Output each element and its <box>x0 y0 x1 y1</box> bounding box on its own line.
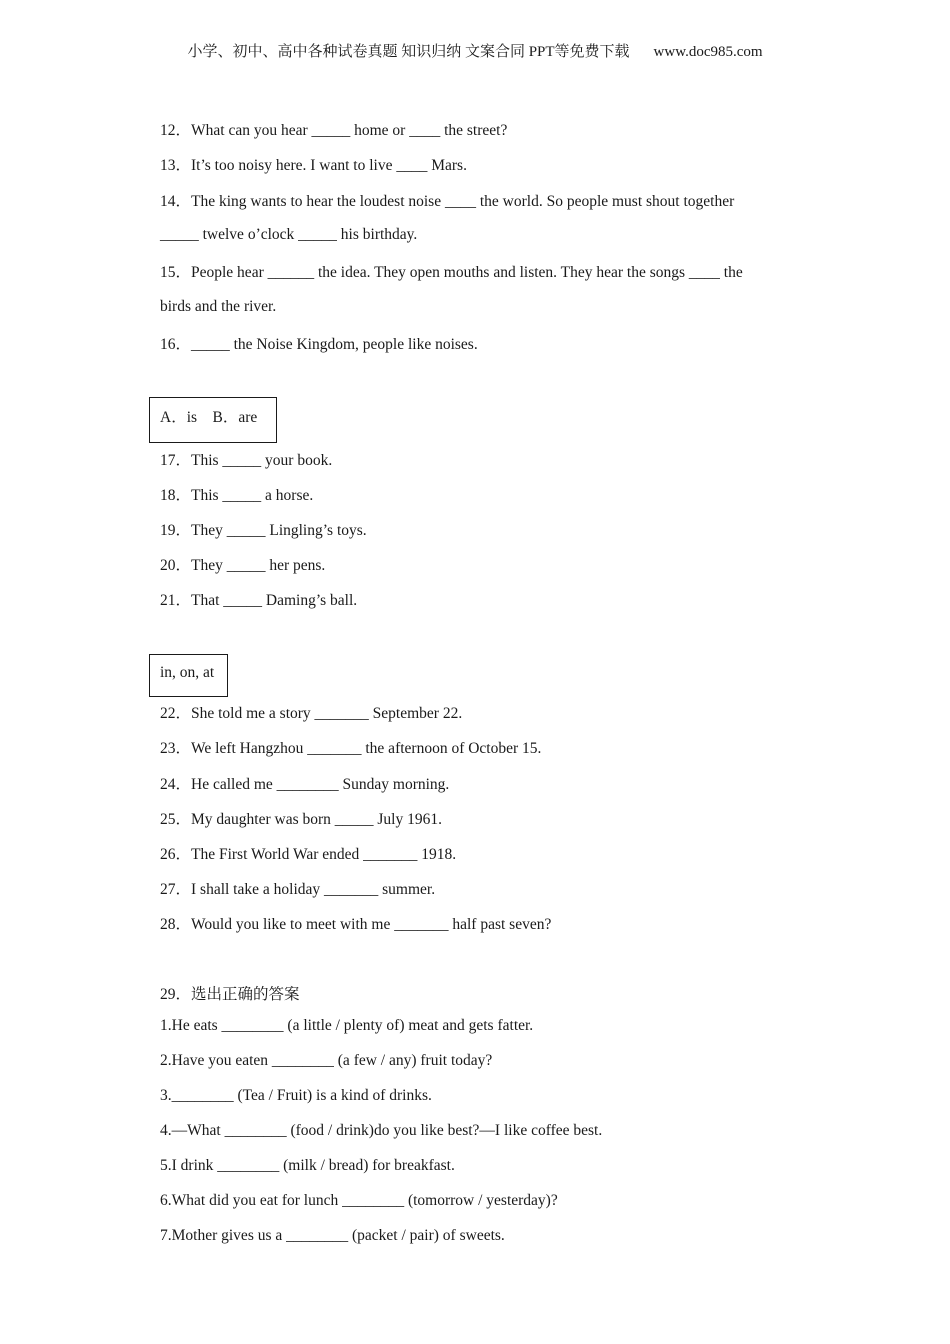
question-29-item-6: 6.What did you eat for lunch ________ (tomorrow / yesterday)? <box>160 1192 558 1209</box>
options-box-prepositions <box>149 654 228 697</box>
question-27: 27．I shall take a holiday _______ summer. <box>160 881 436 898</box>
question-16: 16．_____ the Noise Kingdom, people like noises. <box>160 336 478 353</box>
question-18: 18．This _____ a horse. <box>160 487 314 504</box>
options-prepositions-text: in, on, at <box>160 664 215 681</box>
question-20: 20．They _____ her pens. <box>160 557 326 574</box>
question-24: 24．He called me ________ Sunday morning. <box>160 776 450 793</box>
question-28: 28．Would you like to meet with me _______ half past seven? <box>160 916 552 933</box>
question-22: 22．She told me a story _______ September 22. <box>160 705 463 722</box>
question-13: 13．It’s too noisy here. I want to live ____ Mars. <box>160 157 467 174</box>
question-25: 25．My daughter was born _____ July 1961. <box>160 811 442 828</box>
options-box-is-are <box>149 397 277 443</box>
question-12: 12．What can you hear _____ home or ____ the street? <box>160 122 508 139</box>
question-29-item-7: 7.Mother gives us a ________ (packet / pair) of sweets. <box>160 1227 505 1244</box>
question-29-title: 29．选出正确的答案 <box>160 986 300 1003</box>
question-23: 23．We left Hangzhou _______ the afternoon of October 15. <box>160 740 542 757</box>
options-is-are-text: A．is B．are <box>160 409 258 426</box>
question-21: 21．That _____ Daming’s ball. <box>160 592 358 609</box>
question-29-item-4: 4.—What ________ (food / drink)do you like best?—I like coffee best. <box>160 1122 603 1139</box>
question-29-item-2: 2.Have you eaten ________ (a few / any) fruit today? <box>160 1052 493 1069</box>
question-26: 26．The First World War ended _______ 1918. <box>160 846 457 863</box>
question-29-item-5: 5.I drink ________ (milk / bread) for breakfast. <box>160 1157 455 1174</box>
question-29-item-3: 3.________ (Tea / Fruit) is a kind of drinks. <box>160 1087 432 1104</box>
question-15-line-1: 15．People hear ______ the idea. They open mouths and listen. They hear the songs ____ the <box>160 264 743 281</box>
header-banner-text: 小学、初中、高中各种试卷真题 知识归纳 文案合同 PPT等免费下载 <box>187 44 630 60</box>
question-19: 19．They _____ Lingling’s toys. <box>160 522 367 539</box>
header-site-url: www.doc985.com <box>653 44 763 60</box>
question-17: 17．This _____ your book. <box>160 452 333 469</box>
question-29-item-1: 1.He eats ________ (a little / plenty of) meat and gets fatter. <box>160 1017 534 1034</box>
question-14-line-2: _____ twelve o’clock _____ his birthday. <box>160 226 418 243</box>
question-15-line-2: birds and the river. <box>160 298 277 315</box>
question-14-line-1: 14．The king wants to hear the loudest noise ____ the world. So people must shout together <box>160 193 735 210</box>
page-header <box>0 40 950 61</box>
